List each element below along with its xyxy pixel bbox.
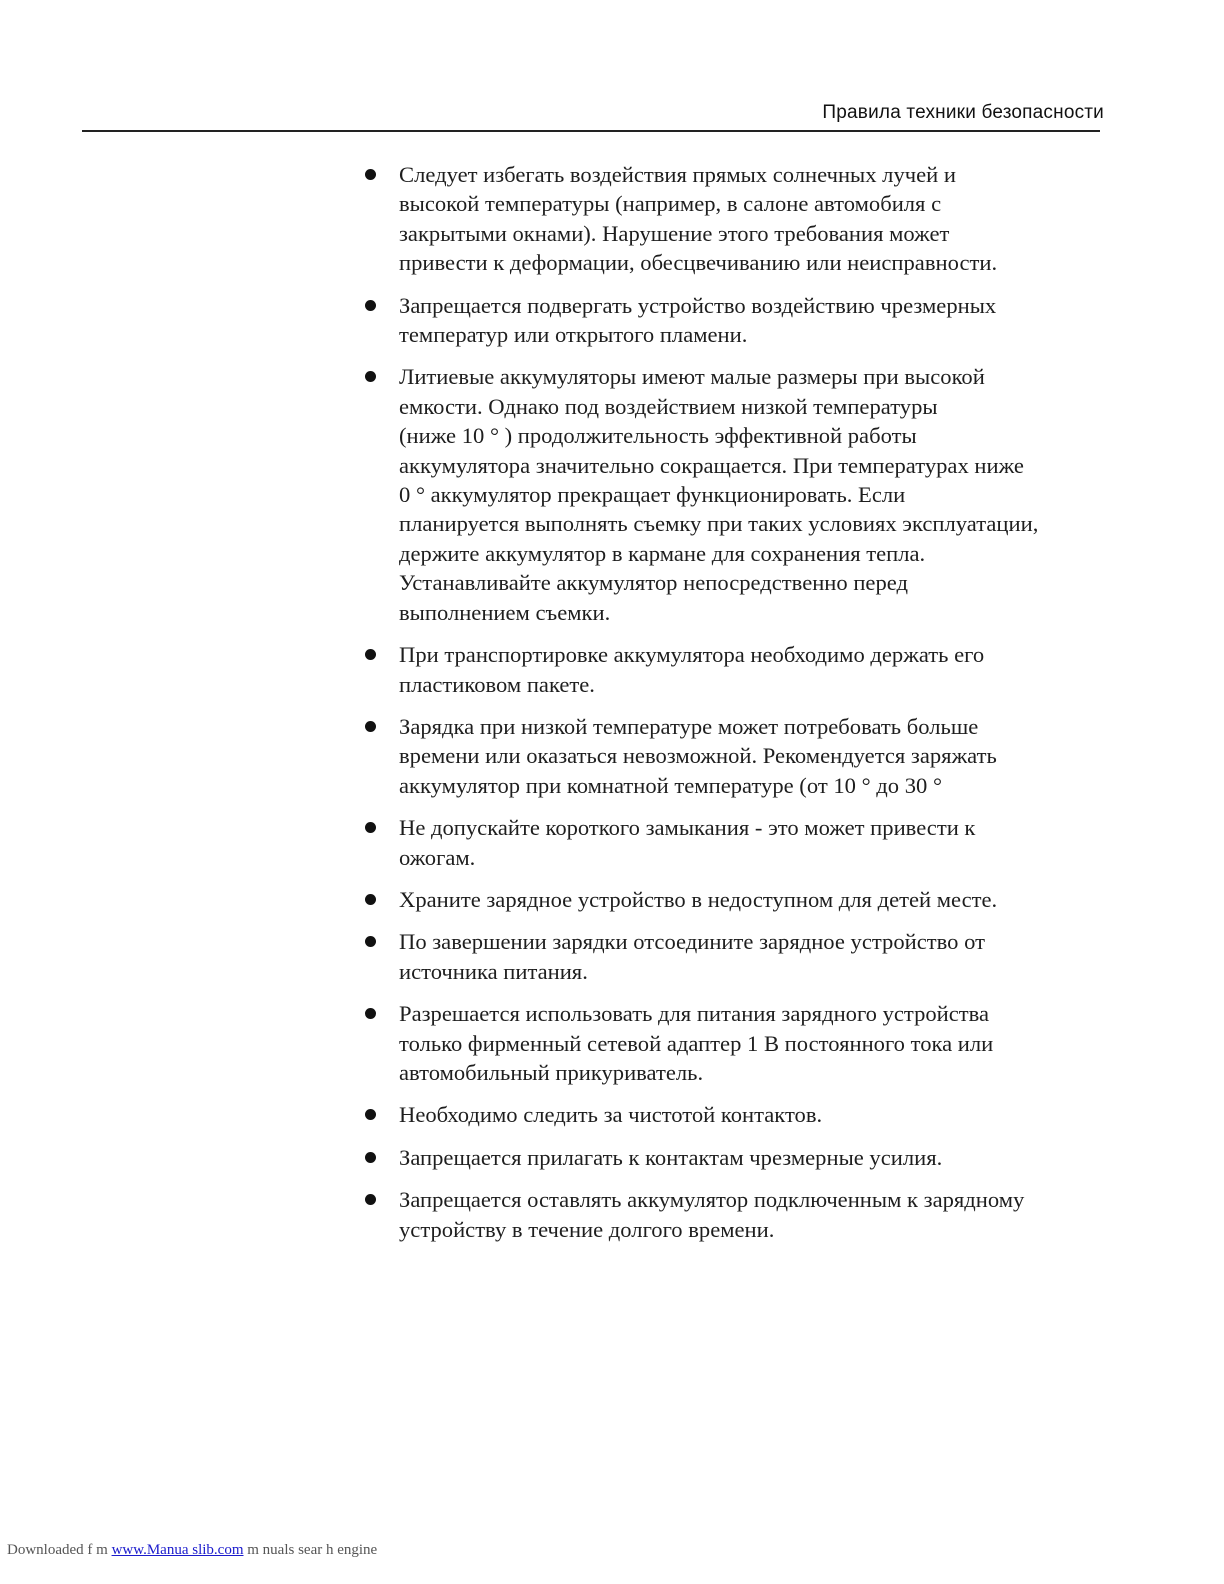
text-line: емкости. Однако под воздействием низкой температуры bbox=[399, 393, 938, 419]
text-line: устройству в течение долгого времени. bbox=[399, 1216, 775, 1242]
text-line: аккумулятор при комнатной температуре (от 10 ° до 30 ° bbox=[399, 772, 942, 798]
list-item bbox=[362, 160, 1102, 278]
safety-rules-list bbox=[362, 160, 1102, 1257]
download-footer bbox=[7, 1542, 377, 1559]
footer-suffix: m nuals sear h engine bbox=[243, 1542, 378, 1558]
list-item bbox=[362, 1100, 1102, 1129]
list-item-text bbox=[399, 927, 1102, 986]
text-line: Запрещается оставлять аккумулятор подключенным к зарядному bbox=[399, 1187, 1025, 1213]
list-item bbox=[362, 999, 1102, 1087]
bullet-icon bbox=[365, 371, 376, 382]
list-item-text bbox=[399, 291, 1102, 350]
list-item-text bbox=[399, 813, 1102, 872]
text-line: Храните зарядное устройство в недоступном для детей месте. bbox=[399, 886, 998, 912]
list-item-text bbox=[399, 160, 1102, 278]
list-item-text bbox=[399, 1143, 1102, 1172]
text-line: Устанавливайте аккумулятор непосредственно перед bbox=[399, 570, 908, 596]
bullet-icon bbox=[365, 721, 376, 732]
list-item bbox=[362, 1143, 1102, 1172]
list-item bbox=[362, 291, 1102, 350]
bullet-icon bbox=[365, 649, 376, 660]
text-line: температур или открытого пламени. bbox=[399, 322, 748, 348]
list-item bbox=[362, 813, 1102, 872]
list-item-text bbox=[399, 885, 1102, 914]
text-line: источника питания. bbox=[399, 958, 588, 984]
text-line: Запрещается подвергать устройство воздействию чрезмерных bbox=[399, 292, 997, 318]
text-line: По завершении зарядки отсоедините зарядное устройство от bbox=[399, 929, 985, 955]
bullet-icon bbox=[365, 1152, 376, 1163]
bullet-icon bbox=[365, 1194, 376, 1205]
running-header: Правила техники безопасности bbox=[822, 102, 1104, 123]
text-line: высокой температуры (например, в салоне автомобиля с bbox=[399, 191, 942, 217]
list-item-text bbox=[399, 1100, 1102, 1129]
footer-link[interactable]: www.Manua slib.com bbox=[111, 1542, 244, 1558]
text-line: Разрешается использовать для питания зарядного устройства bbox=[399, 1001, 990, 1027]
header-divider bbox=[82, 130, 1100, 132]
bullet-icon bbox=[365, 894, 376, 905]
list-item-text bbox=[399, 999, 1102, 1087]
list-item bbox=[362, 712, 1102, 800]
text-line: автомобильный прикуриватель. bbox=[399, 1059, 704, 1085]
text-line: закрытыми окнами). Нарушение этого требования может bbox=[399, 220, 950, 246]
text-line: пластиковом пакете. bbox=[399, 671, 595, 697]
list-item bbox=[362, 1185, 1102, 1244]
text-line: планируется выполнять съемку при таких условиях эксплуатации, bbox=[399, 511, 1039, 537]
text-line: времени или оказаться невозможной. Рекомендуется заряжать bbox=[399, 743, 997, 769]
list-item bbox=[362, 640, 1102, 699]
bullet-icon bbox=[365, 300, 376, 311]
text-line: аккумулятора значительно сокращается. При температурах ниже bbox=[399, 452, 1024, 478]
list-item-text bbox=[399, 640, 1102, 699]
text-line: Зарядка при низкой температуре может потребовать больше bbox=[399, 713, 979, 739]
text-line: выполнением съемки. bbox=[399, 599, 611, 625]
list-item bbox=[362, 927, 1102, 986]
text-line: Следует избегать воздействия прямых солнечных лучей и bbox=[399, 162, 956, 187]
list-item-text bbox=[399, 362, 1102, 627]
text-line: Запрещается прилагать к контактам чрезмерные усилия. bbox=[399, 1144, 943, 1170]
text-line: держите аккумулятор в кармане для сохранения тепла. bbox=[399, 540, 926, 566]
bullet-icon bbox=[365, 1008, 376, 1019]
list-item-text bbox=[399, 1185, 1102, 1244]
list-item bbox=[362, 885, 1102, 914]
text-line: (ниже 10 ° ) продолжительность эффективной работы bbox=[399, 423, 917, 449]
text-line: Необходимо следить за чистотой контактов. bbox=[399, 1102, 823, 1128]
text-line: Не допускайте короткого замыкания - это может привести к bbox=[399, 815, 976, 841]
text-line: При транспортировке аккумулятора необходимо держать его bbox=[399, 642, 985, 668]
text-line: привести к деформации, обесцвечиванию или неисправности. bbox=[399, 250, 998, 276]
list-item bbox=[362, 362, 1102, 627]
text-line: Литиевые аккумуляторы имеют малые размеры при высокой bbox=[399, 364, 985, 390]
text-line: 0 ° аккумулятор прекращает функционировать. Если bbox=[399, 482, 906, 508]
bullet-icon bbox=[365, 822, 376, 833]
list-item-text bbox=[399, 712, 1102, 800]
bullet-icon bbox=[365, 169, 376, 180]
bullet-icon bbox=[365, 1109, 376, 1120]
footer-prefix: Downloaded f m bbox=[7, 1542, 112, 1558]
text-line: только фирменный сетевой адаптер 1 В постоянного тока или bbox=[399, 1030, 994, 1056]
text-line: ожогам. bbox=[399, 844, 476, 870]
bullet-icon bbox=[365, 936, 376, 947]
